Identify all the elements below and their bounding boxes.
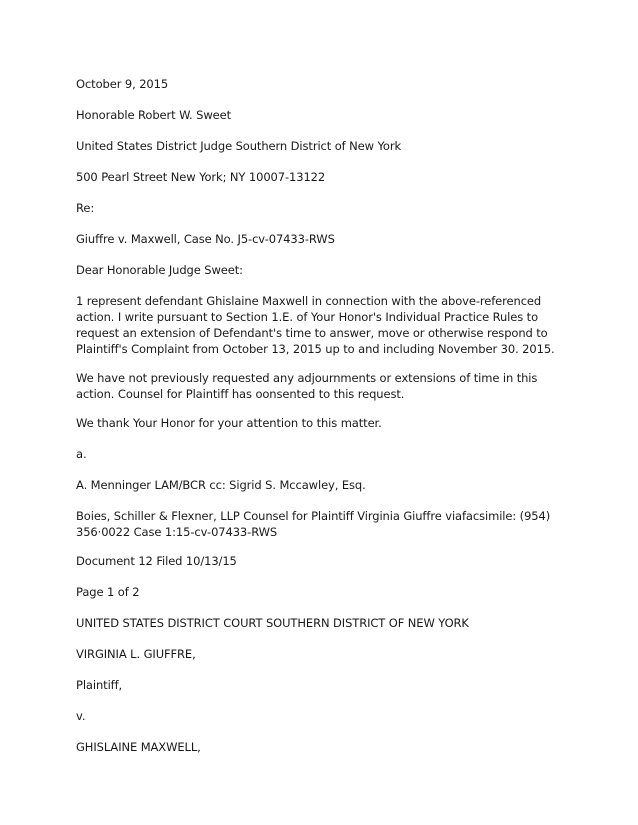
defendant-name: GHISLAINE MAXWELL, — [76, 740, 201, 754]
document-filed: Document 12 Filed 10/13/15 — [76, 554, 237, 568]
letter-date: October 9, 2015 — [76, 77, 169, 91]
plaintiff-name: VIRGINIA L. GIUFFRE, — [76, 647, 196, 661]
closing-mark: a. — [76, 447, 87, 461]
re-label: Re: — [76, 201, 95, 215]
salutation: Dear Honorable Judge Sweet: — [76, 263, 243, 277]
recipient-name: Honorable Robert W. Sweet — [76, 108, 232, 122]
letter-body — [76, 76, 566, 770]
page-number: Page 1 of 2 — [76, 585, 140, 599]
body-paragraph-consent: We have not previously requested any adjournments or extensions of time in this action. Counsel for Plaintiff has oonsented to this request. — [76, 371, 538, 401]
cc-counsel: Boies, Schiller & Flexner, LLP Counsel for Plaintiff Virginia Giuffre viafacsimile: (954) 356·0022 Case 1:15-cv-07433-RWS — [76, 509, 551, 539]
versus: v. — [76, 709, 86, 723]
plaintiff-label: Plaintiff, — [76, 678, 123, 692]
court-heading: UNITED STATES DISTRICT COURT SOUTHERN DISTRICT OF NEW YORK — [76, 616, 469, 630]
signature-cc: A. Menninger LAM/BCR cc: Sigrid S. Mccawley, Esq. — [76, 478, 366, 492]
recipient-address: 500 Pearl Street New York; NY 10007-13122 — [76, 170, 326, 184]
recipient-title: United States District Judge Southern District of New York — [76, 139, 402, 153]
body-paragraph-request: 1 represent defendant Ghislaine Maxwell in connection with the above-referenced action. I write pursuant to Section 1.E. of Your Honor's Individual Practice Rules to request an extension of Defendant's time to answer, move or otherwise respond to Plaintiff's Complaint from October 13, 2015 up to and including November 30. 2015. — [76, 294, 555, 356]
case-reference: Giuffre v. Maxwell, Case No. J5-cv-07433-RWS — [76, 232, 335, 246]
body-paragraph-thanks: We thank Your Honor for your attention to this matter. — [76, 416, 382, 430]
